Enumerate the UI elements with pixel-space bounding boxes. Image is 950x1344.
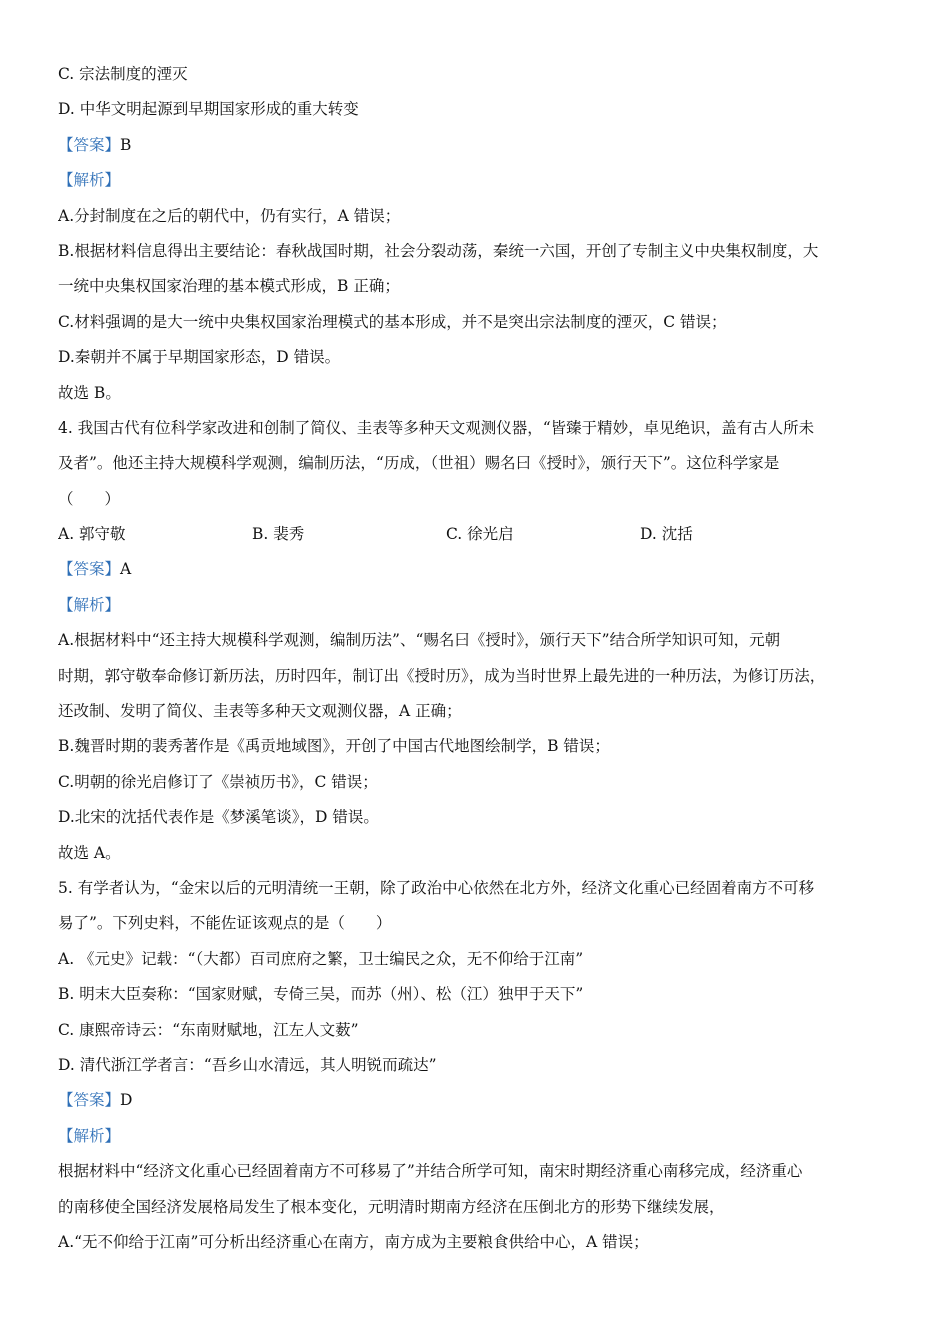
q5-analysis-line: 根据材料中“经济文化重心已经固着南方不可移易了”并结合所学可知，南宋时期经济重心南移完成，经济重心 xyxy=(58,1162,803,1181)
analysis-tag: 【解析】 xyxy=(58,1126,121,1145)
analysis-tag: 【解析】 xyxy=(58,595,121,614)
q4-option-b: B. 裴秀 xyxy=(252,525,305,544)
answer-tag: 【答案】 xyxy=(58,1091,121,1110)
q4-answer-line xyxy=(58,552,892,587)
document-page xyxy=(58,57,892,1260)
q5-answer-line xyxy=(58,1083,892,1118)
q4-analysis-line: B.魏晋时期的裴秀著作是《禹贡地域图》，开创了中国古代地图绘制学，B 错误； xyxy=(58,737,610,756)
q5-option-c: C. 康熙帝诗云：“东南财赋地，江左人文薮” xyxy=(58,1020,359,1039)
q5-option-a: A. 《元史》记载：“（大都）百司庶府之繁，卫士编民之众，无不仰给于江南” xyxy=(58,949,584,968)
q4-answer: A xyxy=(120,560,132,579)
q3-analysis-line: 一统中央集权国家治理的基本模式形成，B 正确； xyxy=(58,277,400,296)
q3-option-c: C. 宗法制度的湮灭 xyxy=(58,65,188,83)
q4-stem-line: 4. 我国古代有位科学家改进和创制了简仪、圭表等多种天文观测仪器，“皆臻于精妙，卓见绝识，盖有古人所未 xyxy=(58,418,815,437)
q4-analysis-line: D.北宋的沈括代表作是《梦溪笔谈》，D 错误。 xyxy=(58,808,379,827)
q3-conclusion: 故选 B。 xyxy=(58,383,121,402)
q5-option-d: D. 清代浙江学者言：“吾乡山水清远，其人明锐而疏达” xyxy=(58,1055,437,1074)
q3-answer: B xyxy=(120,135,132,154)
q4-analysis-tag-line xyxy=(58,588,892,623)
q5-stem-line: 5. 有学者认为，“金宋以后的元明清统一王朝，除了政治中心依然在北方外，经济文化重心已经固着南方不可移 xyxy=(58,878,815,897)
q4-stem-line: 及者”。他还主持大规模科学观测，编制历法，“历成，（世祖）赐名曰《授时》，颁行天下”。这位科学家是 xyxy=(58,454,780,473)
q4-option-c: C. 徐光启 xyxy=(446,525,514,544)
q4-analysis-line: C.明朝的徐光启修订了《崇祯历书》，C 错误； xyxy=(58,772,378,791)
q4-options xyxy=(58,517,892,552)
q3-analysis-line: A.分封制度在之后的朝代中，仍有实行，A 错误； xyxy=(58,206,401,225)
q4-stem-line: （ ） xyxy=(58,489,121,508)
q5-answer: D xyxy=(120,1091,133,1110)
q5-analysis-tag-line xyxy=(58,1119,892,1154)
analysis-tag: 【解析】 xyxy=(58,171,121,190)
q3-option-d: D. 中华文明起源到早期国家形成的重大转变 xyxy=(58,100,359,119)
q5-analysis-line: A.“无不仰给于江南”可分析出经济重心在南方，南方成为主要粮食供给中心，A 错误； xyxy=(58,1232,649,1251)
q4-analysis-line: 还改制、发明了简仪、圭表等多种天文观测仪器，A 正确； xyxy=(58,702,462,721)
answer-tag: 【答案】 xyxy=(58,560,121,579)
q4-analysis-line: 时期，郭守敬奉命修订新历法，历时四年，制订出《授时历》，成为当时世界上最先进的一种历法，为修订历法， xyxy=(58,666,826,685)
q5-option-b: B. 明末大臣奏称：“国家财赋，专倚三吴，而苏（州）、松（江）独甲于天下” xyxy=(58,985,584,1004)
q4-option-a: A. 郭守敬 xyxy=(58,525,126,544)
q3-answer-line xyxy=(58,128,892,163)
q5-stem-line: 易了”。下列史料，不能佐证该观点的是（ ） xyxy=(58,914,392,933)
q3-analysis-line: D.秦朝并不属于早期国家形态，D 错误。 xyxy=(58,348,341,367)
q4-conclusion: 故选 A。 xyxy=(58,843,121,862)
q3-analysis-line: B.根据材料信息得出主要结论：春秋战国时期，社会分裂动荡，秦统一六国，开创了专制主义中央集权制度，大 xyxy=(58,241,819,260)
answer-tag: 【答案】 xyxy=(58,135,121,154)
q5-analysis-line: 的南移使全国经济发展格局发生了根本变化，元明清时期南方经济在压倒北方的形势下继续发展， xyxy=(58,1197,725,1216)
q4-analysis-line: A.根据材料中“还主持大规模科学观测，编制历法”、“赐名曰《授时》，颁行天下”结合所学知识可知，元朝 xyxy=(58,631,781,650)
q3-analysis-line: C.材料强调的是大一统中央集权国家治理模式的基本形成，并不是突出宗法制度的湮灭，C 错误； xyxy=(58,312,727,331)
q4-option-d: D. 沈括 xyxy=(640,525,693,544)
q3-analysis-tag-line xyxy=(58,163,892,198)
